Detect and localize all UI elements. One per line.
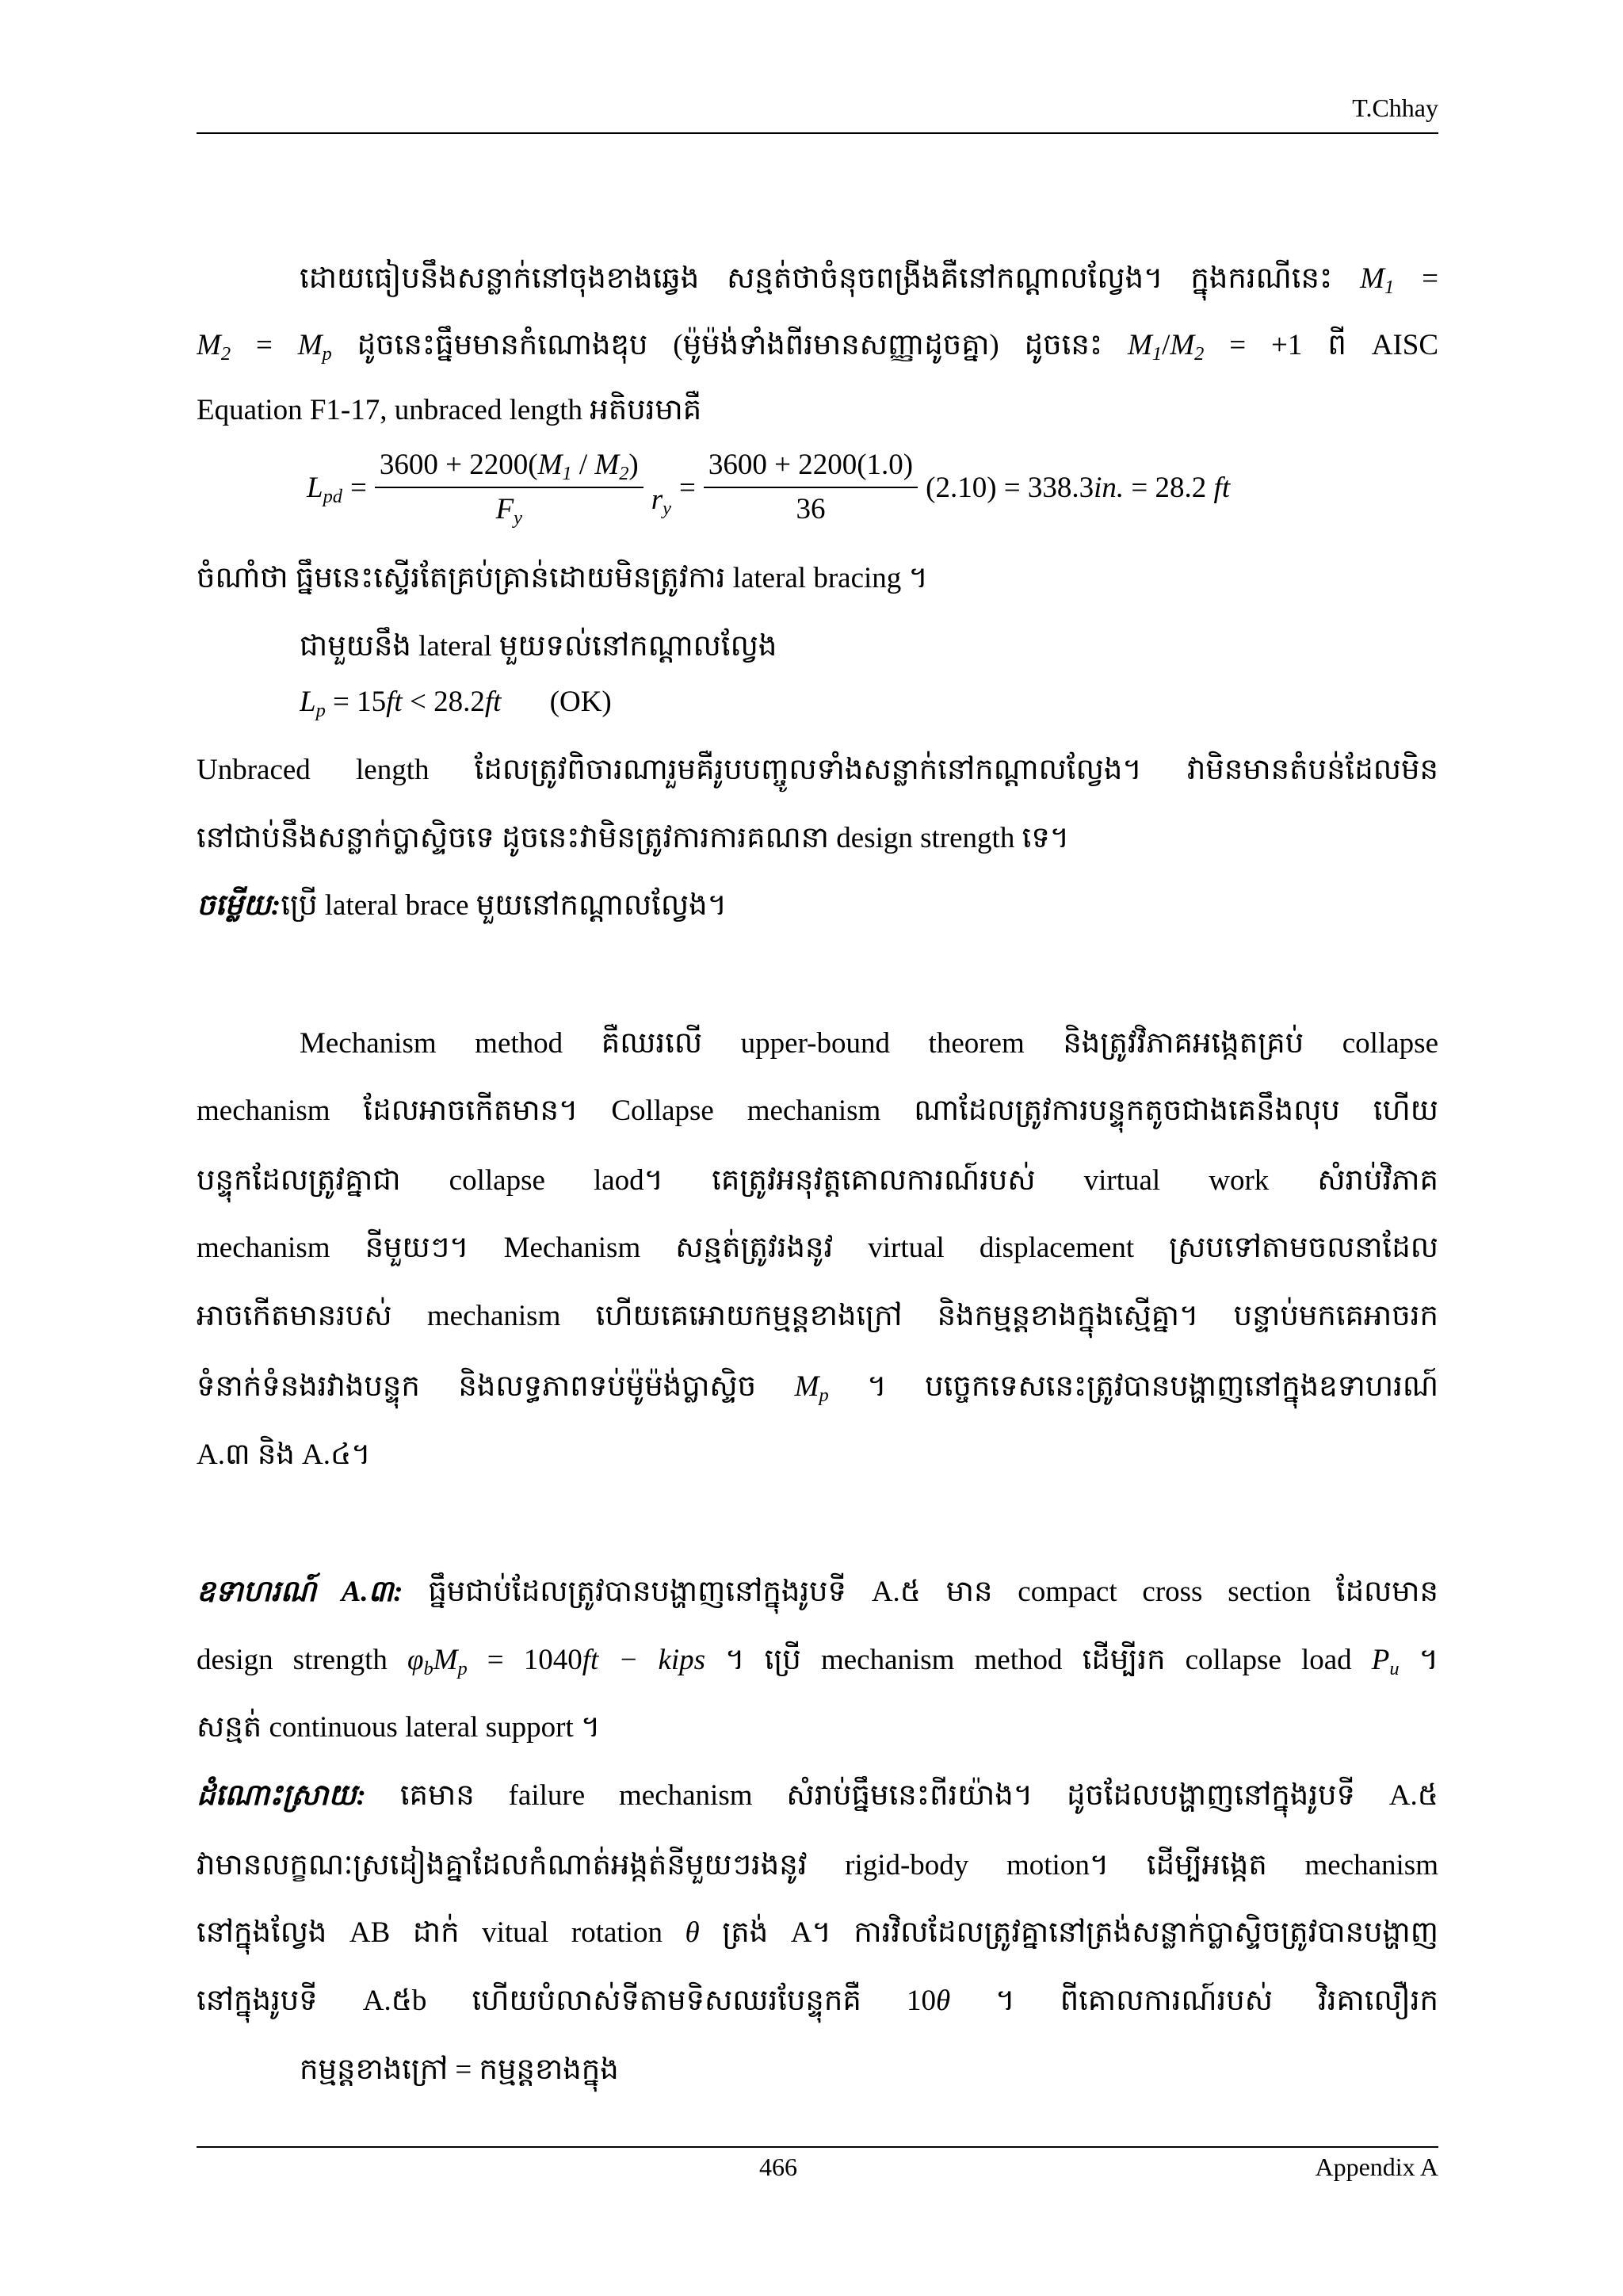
equation-lhs [307,471,342,505]
text-run: កម្មន្តខាងក្រៅ = កម្មន្តខាងក្នុង [300,2053,619,2086]
math-var: L [307,471,323,504]
paragraph-line [197,1840,1438,1891]
text-run: ទំនាក់ទំនងរវាងបន្ទុក និងលទ្ធភាពទប់ម៉ូម៉ង់ប្លាស្ទិច [197,1370,757,1403]
lpd-equation [303,440,1234,535]
math-unit: ft − kips [582,1644,706,1676]
text-run: នៅក្នុងល្វែង AB ដាក់ vitual rotation [197,1916,663,1949]
math-unit: ft [386,686,403,718]
paragraph-line [197,553,1438,604]
paragraph-line [197,1702,1438,1753]
text-run: A.៣ និង A.៤។ [197,1438,371,1471]
text-run: Mechanism method គឺឈរលើ upper-bound theorem និងត្រូវវិភាគអង្កេតគ្រប់ collapse [300,1027,1438,1060]
math-sub: pd [323,485,342,507]
math-var: P [1371,1644,1390,1676]
math-op: / [571,449,595,481]
paragraph-line [197,1223,1438,1274]
text-run: នៅជាប់នឹងសន្លាក់ប្លាស្ទិចទេ ដូចនេះវាមិនត្រូវការការគណនា design strength ទេ។ [197,822,1070,854]
paragraph-line [197,745,1438,796]
math-var: M [197,329,221,361]
header-rule [197,132,1438,134]
math-sub: u [1389,1657,1400,1679]
page-number: 466 [759,2153,797,2181]
math-expression [794,1370,829,1406]
math-text: < 28.2 [409,686,485,718]
math-sub: p [322,342,332,365]
paragraph-line [197,385,1438,436]
text-run: ដូចនេះធ្នឹមមានកំណោងឌុប (ម៉ូម៉ង់ទាំងពីរមានសញ្ញាដូចគ្នា) ដូចនេះ [357,329,1103,361]
math-op: = +1 [1229,329,1303,361]
math-var: F [495,493,514,525]
math-var: r [651,483,663,516]
text-run: Unbraced length ដែលត្រូវពិចារណារួមគឺរូបបញ្ចូលទាំងសន្លាក់នៅកណ្តាលល្វែង។ វាមិនមានតំបន់ដែលមិន [197,754,1438,786]
fraction-numerator [375,444,643,488]
running-head: T.Chhay [1352,94,1438,122]
text-run: បន្ទុកដែលត្រូវគ្នាជា collapse laod។ គេត្រូវអនុវត្តគោលការណ៍របស់ virtual work សំរាប់វិភាគ [197,1164,1438,1197]
paragraph-line [300,2045,1438,2095]
paragraph-line [300,254,1438,304]
radius-of-gyration [651,483,671,517]
text-run: mechanism នីមួយៗ។ Mechanism សន្មត់ត្រូវរងនូវ virtual displacement ស្របទៅតាមចលនាដែល [197,1232,1438,1264]
math-unit: in. [1094,471,1125,504]
math-op: = [678,471,696,504]
math-sub: 1 [562,462,572,484]
math-sub: 2 [619,462,629,484]
math-text: = 28.2 [1131,471,1207,504]
fraction-numerator: 3600 + 2200(1.0) [704,444,918,488]
fraction [704,444,918,531]
paragraph-line [300,621,1438,672]
text-run: សន្មត់ continuous lateral support ។ [197,1711,601,1744]
math-var: θ [935,1985,951,2017]
solution-line [197,1771,1438,1821]
math-var: M [594,449,620,481]
fraction [375,444,643,531]
math-op: = [255,329,273,361]
text-run: ចំណាំថា ធ្នឹមនេះស្ទើរតែគ្រប់គ្រាន់ដោយមិនត្រូវការ lateral bracing ។ [197,562,928,594]
example-line [197,1567,1438,1618]
text-run: Equation F1-17, unbraced length អតិបរមាគឺ [197,394,702,426]
fraction-denominator [496,488,522,531]
math-op: / [1162,329,1170,361]
text-run: នៅក្នុងរូបទី A.៥b ហើយបំលាស់ទីតាមទិសឈរបែន្ទុកគឺ [197,1985,861,2017]
math-expression [1371,1644,1400,1679]
paragraph-line [197,320,1438,371]
example-label: ឧទាហរណ៍ A.៣: [197,1576,403,1608]
text-run: ធ្នឹមជាប់ដែលត្រូវបានបង្ហាញនៅក្នុងរូបទី A.៥ មាន compact cross section ដែលមាន [428,1576,1438,1608]
equation-result [926,471,1230,505]
paragraph-line [300,1018,1438,1069]
text-run: ។ ប្រើ mechanism method ដើម្បីរក collapse load [725,1644,1352,1676]
math-text: = 15 [333,686,387,718]
math-sub: y [514,506,523,529]
math-var: M [297,329,323,361]
paragraph-line [197,1635,1438,1686]
math-sub: p [315,699,326,721]
math-sub: 2 [220,342,231,365]
lp-check-line [300,677,1438,728]
math-var: θ [685,1916,700,1949]
math-text: 10 [906,1985,936,2017]
math-var: L [300,686,316,718]
math-expression [907,1985,950,2017]
math-var: M [1360,262,1384,295]
paragraph-line [197,1291,1438,1342]
math-var: M [1128,329,1152,361]
footer-rule [197,2146,1438,2148]
text-run: ត្រង់ A។ ការវិលដែលត្រូវគ្នានៅត្រង់សន្លាក់ប្លាស្ទិចត្រូវបានបង្ហាញ [722,1916,1438,1949]
math-expression [1128,329,1205,365]
math-sub: p [819,1384,829,1406]
text-run: ។ [1419,1644,1438,1676]
math-sub: b [423,1657,433,1679]
text-run: អាចកើតមានរបស់ mechanism ហើយគេអោយកម្មន្តខាងក្រៅ និងកម្មន្តខាងក្នុងស្មើគ្នា។ បន្ទាប់មកគេអាចរក [197,1300,1438,1332]
math-unit: ft [484,686,502,718]
math-sub: p [457,1657,468,1679]
math-expression [297,329,332,365]
math-text: 3600 + 2200( [379,449,538,481]
math-unit: ft [1213,471,1231,504]
paragraph-line [197,1086,1438,1137]
math-expression [197,329,231,365]
math-var: M [537,449,563,481]
text-run: mechanism ដែលអាចកើតមាន។ Collapse mechanism ណាដែលត្រូវការបន្ទុកតូចជាងគេនឹងលុប ហើយ [197,1095,1438,1127]
math-sub: y [663,497,671,519]
fraction-denominator: 36 [796,493,826,525]
paragraph-line [197,1976,1438,2027]
math-sub: 1 [1384,276,1395,298]
math-text: ) [628,449,639,481]
paragraph-line [197,1362,1438,1412]
math-text: = 1040 [487,1644,582,1676]
answer-line [197,881,1438,931]
math-expression [407,1644,468,1679]
math-sub: 1 [1151,342,1163,365]
math-text: (2.10) = 338.3 [926,471,1094,504]
text-run: design strength [197,1644,388,1676]
text-run: ប្រើ lateral brace មួយនៅកណ្តាលល្វែង។ [281,889,727,922]
paragraph-line [197,813,1438,864]
check-result: (OK) [549,686,612,718]
math-op: = [349,471,367,504]
math-var: φ [407,1644,424,1676]
answer-label: ចម្លើយ: [197,889,281,922]
math-expression [1360,262,1395,298]
text-run: ។ ពីគោលការណ៍របស់ វិរគាលឿរក [995,1985,1438,2017]
text-run: ។ បច្ចេកទេសនេះត្រូវបានបង្ហាញនៅក្នុងឧទាហរណ៍ [867,1370,1438,1403]
math-var: M [1170,329,1195,361]
math-op: = [1422,262,1438,295]
text-run: ពី AISC [1327,329,1438,361]
math-var: M [433,1644,458,1676]
text-run: ជាមួយនឹង lateral មួយទល់នៅកណ្តាលល្វែង [300,630,777,663]
math-sub: 2 [1194,342,1205,365]
text-run: វាមានលក្ខណៈស្រដៀងគ្នាដែលកំណាត់អង្កត់នីមួយៗរងនូវ rigid-body motion។ ដើម្បីអង្កេត mechanism [197,1849,1438,1881]
paragraph-line [197,1430,1438,1480]
math-var: M [794,1370,819,1403]
text-run: ដោយធៀបនឹងសន្លាក់នៅចុងខាងឆ្វេង សន្មត់ថាចំនុចពង្រីងគឺនៅកណ្តាលល្វែង។ ក្នុងករណីនេះ [300,262,1333,295]
footer-section: Appendix A [1315,2153,1438,2181]
solution-label: ដំណោះស្រាយ: [197,1779,366,1812]
paragraph-line [197,1908,1438,1958]
paragraph-line [197,1156,1438,1206]
text-run: គេមាន failure mechanism សំរាប់ធ្នឹមនេះពីរយ៉ាង។ ដូចដែលបង្ហាញនៅក្នុងរូបទី A.៥ [399,1779,1438,1812]
